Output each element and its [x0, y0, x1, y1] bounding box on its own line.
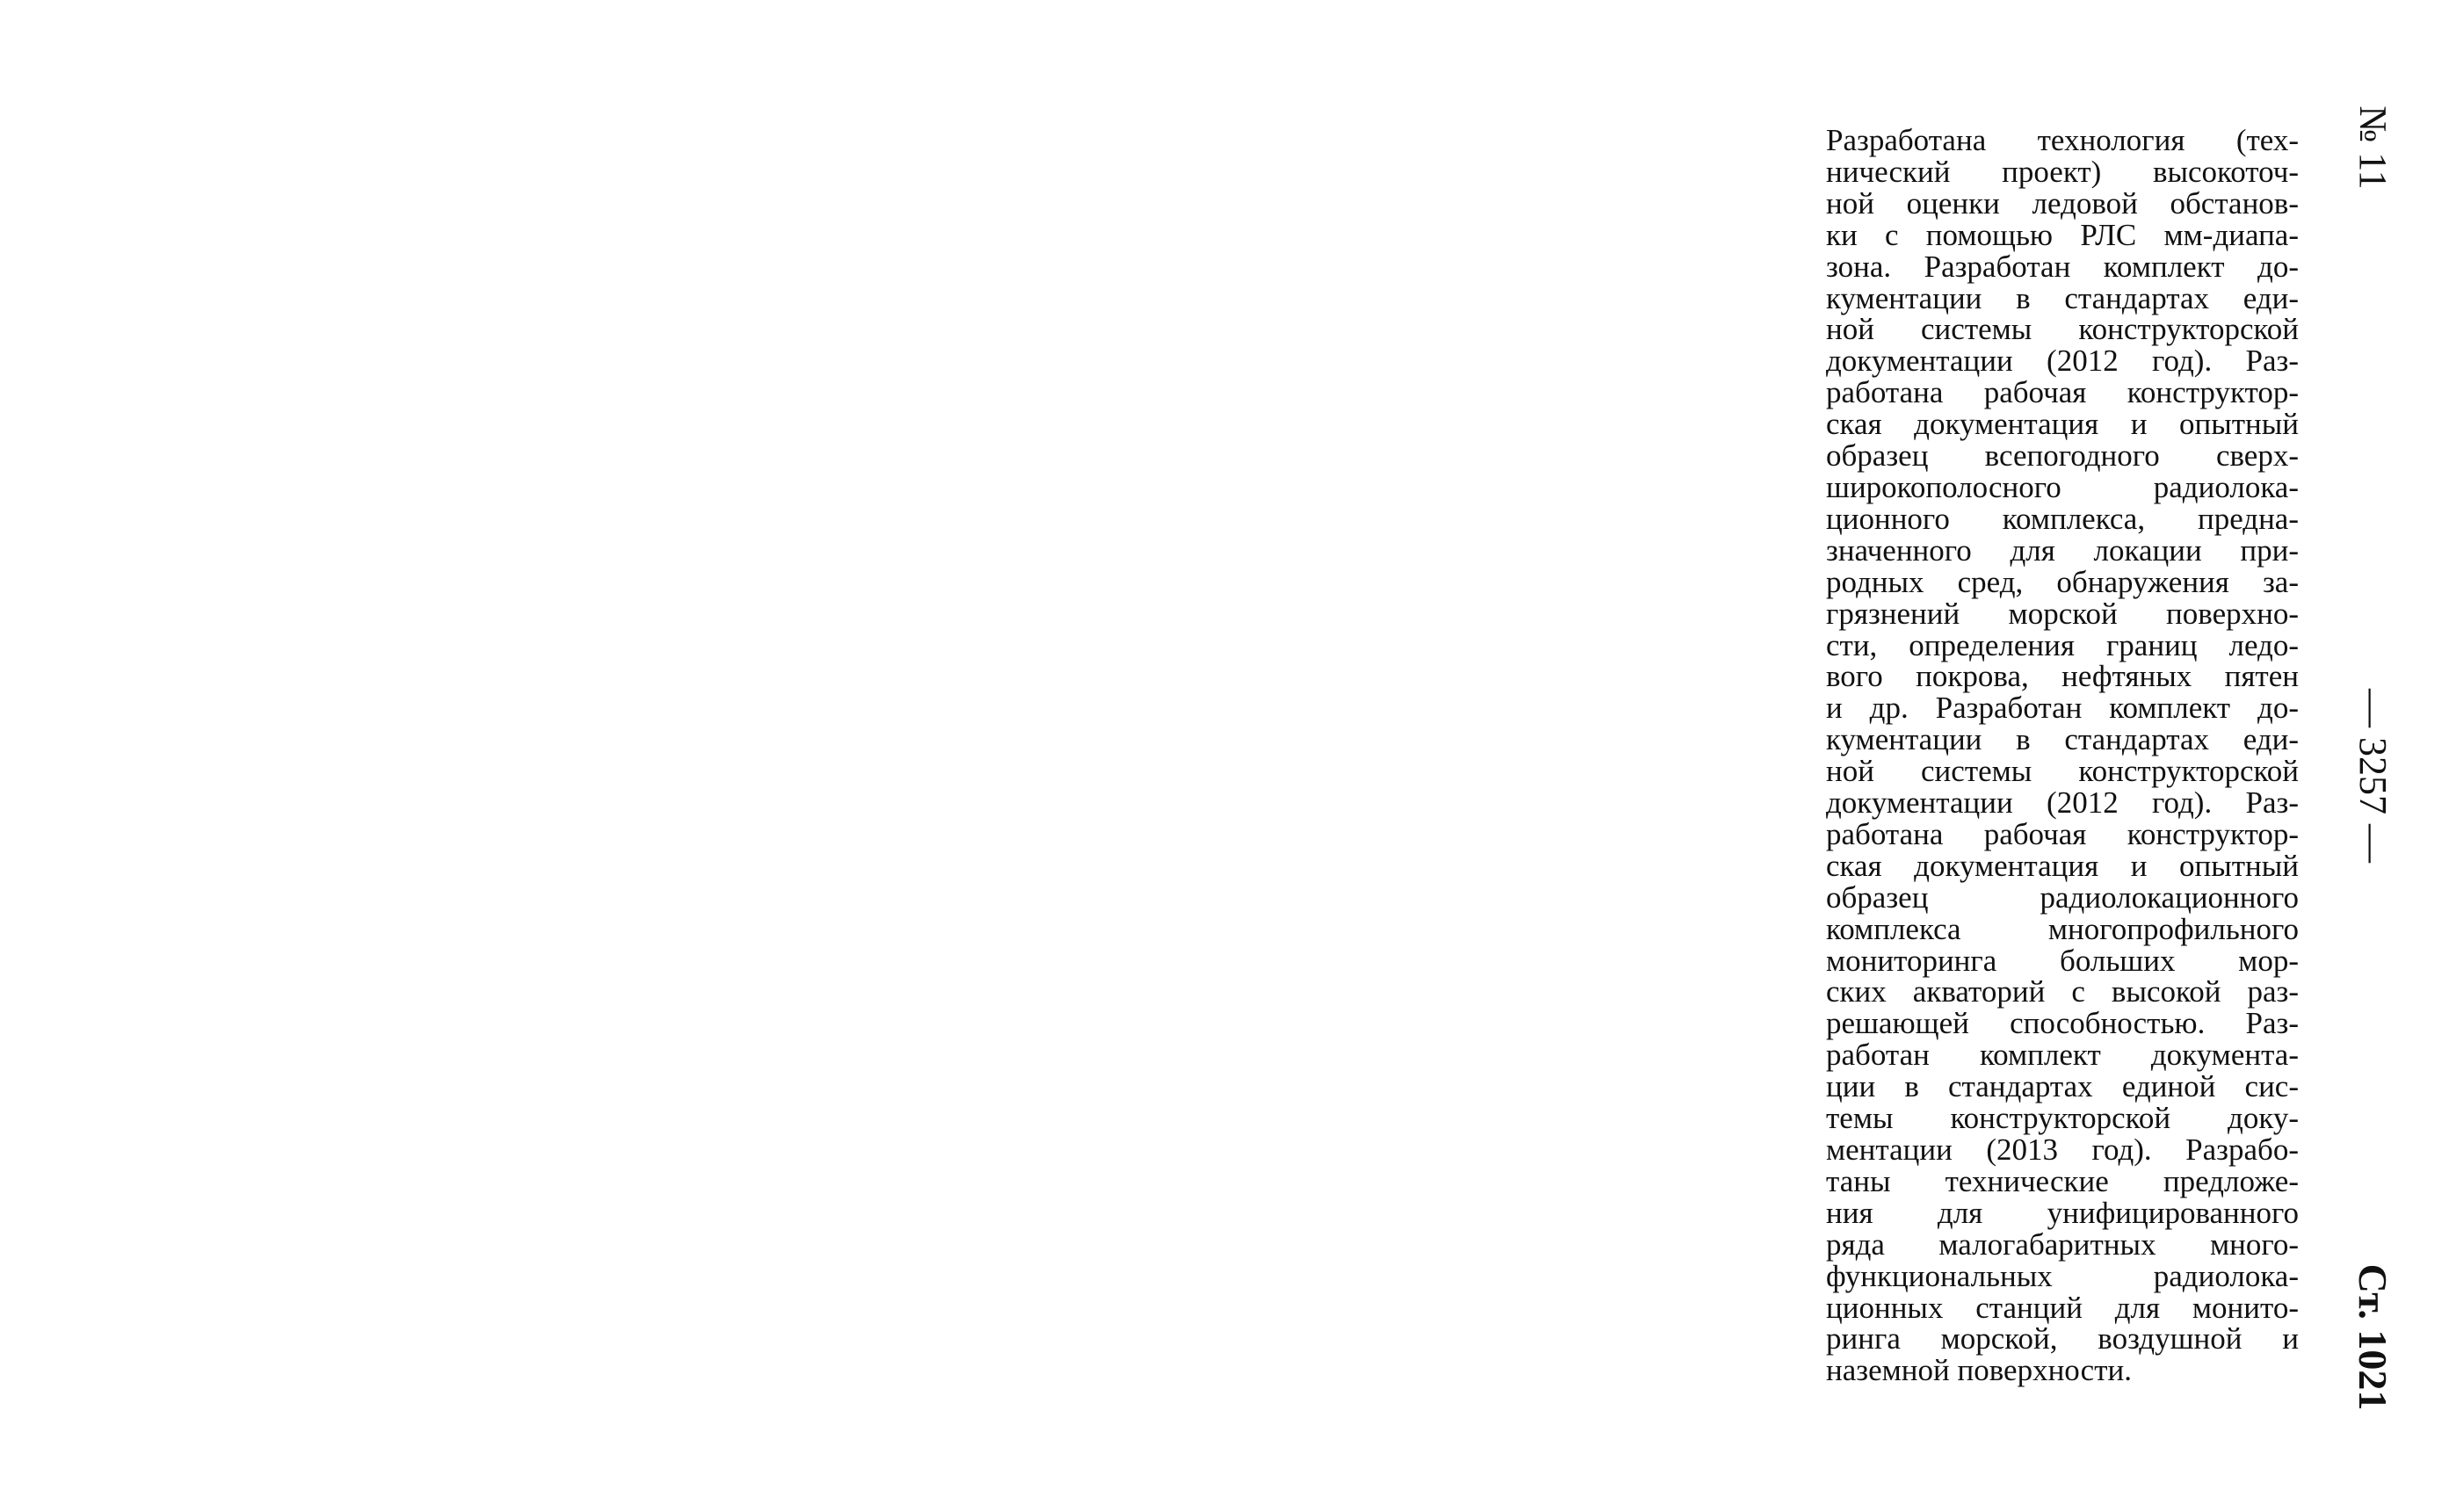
- text-line: сти, определения границ ледо-: [1826, 627, 2299, 662]
- text-line: значенного для локации при-: [1826, 532, 2299, 568]
- text-line: наземной поверхности.: [1826, 1353, 2132, 1388]
- text-line: функциональных радиолока-: [1826, 1258, 2299, 1293]
- text-line: кументации в стандартах еди-: [1826, 280, 2299, 315]
- text-line: таны технические предложе-: [1826, 1163, 2299, 1198]
- text-line: работана рабочая конструктор-: [1826, 816, 2299, 851]
- text-line: грязнений морской поверхно-: [1826, 596, 2299, 631]
- text-line: ки с помощью РЛС мм-диапа-: [1826, 217, 2299, 252]
- text-line: документации (2012 год). Раз-: [1826, 344, 2299, 379]
- text-line: родных сред, обнаружения за-: [1826, 564, 2299, 599]
- text-line: Разработана технология (тех-: [1826, 123, 2299, 157]
- text-line: ская документация и опытный: [1826, 407, 2299, 442]
- page-number: — 3257 —: [2351, 689, 2395, 863]
- text-line: ния для унифицированного: [1826, 1195, 2299, 1230]
- text-line: ной оценки ледовой обстанов-: [1826, 185, 2299, 221]
- text-line: мониторинга больших мор-: [1826, 943, 2299, 978]
- text-line: темы конструкторской доку-: [1826, 1101, 2299, 1136]
- text-line: ских акваторий с высокой раз-: [1826, 974, 2299, 1009]
- text-line: ринга морской, воздушной и: [1826, 1321, 2299, 1356]
- text-line: нический проект) высокоточ-: [1826, 154, 2299, 189]
- text-line: ции в стандартах единой сис-: [1826, 1069, 2299, 1104]
- text-line: ной системы конструкторской: [1826, 754, 2299, 789]
- text-line: образец всепогодного сверх-: [1826, 438, 2299, 474]
- issue-number: № 11: [2351, 105, 2395, 190]
- text-line: кументации в стандартах еди-: [1826, 722, 2299, 757]
- text-line: ряда малогабаритных много-: [1826, 1226, 2299, 1262]
- text-line: и др. Разработан комплект до-: [1826, 691, 2299, 726]
- text-line: ционного комплекса, предна-: [1826, 501, 2299, 536]
- text-line: ментации (2013 год). Разрабо-: [1826, 1132, 2299, 1167]
- column-number: Ст. 1021: [2351, 1263, 2395, 1411]
- text-line: комплекса многопрофильного: [1826, 911, 2299, 946]
- article-text-column: [1826, 125, 2299, 1386]
- text-line: образец радиолокационного: [1826, 879, 2299, 915]
- text-line: документации (2012 год). Раз-: [1826, 785, 2299, 821]
- text-line: решающей способностью. Раз-: [1826, 1006, 2299, 1041]
- text-line: работана рабочая конструктор-: [1826, 375, 2299, 410]
- text-line: работан комплект документа-: [1826, 1038, 2299, 1073]
- text-line: ская документация и опытный: [1826, 848, 2299, 883]
- text-line: широкополосного радиолока-: [1826, 469, 2299, 504]
- text-line: зона. Разработан комплект до-: [1826, 249, 2299, 284]
- text-line: ной системы конструкторской: [1826, 312, 2299, 347]
- text-line: вого покрова, нефтяных пятен: [1826, 659, 2299, 694]
- text-line: ционных станций для монито-: [1826, 1290, 2299, 1325]
